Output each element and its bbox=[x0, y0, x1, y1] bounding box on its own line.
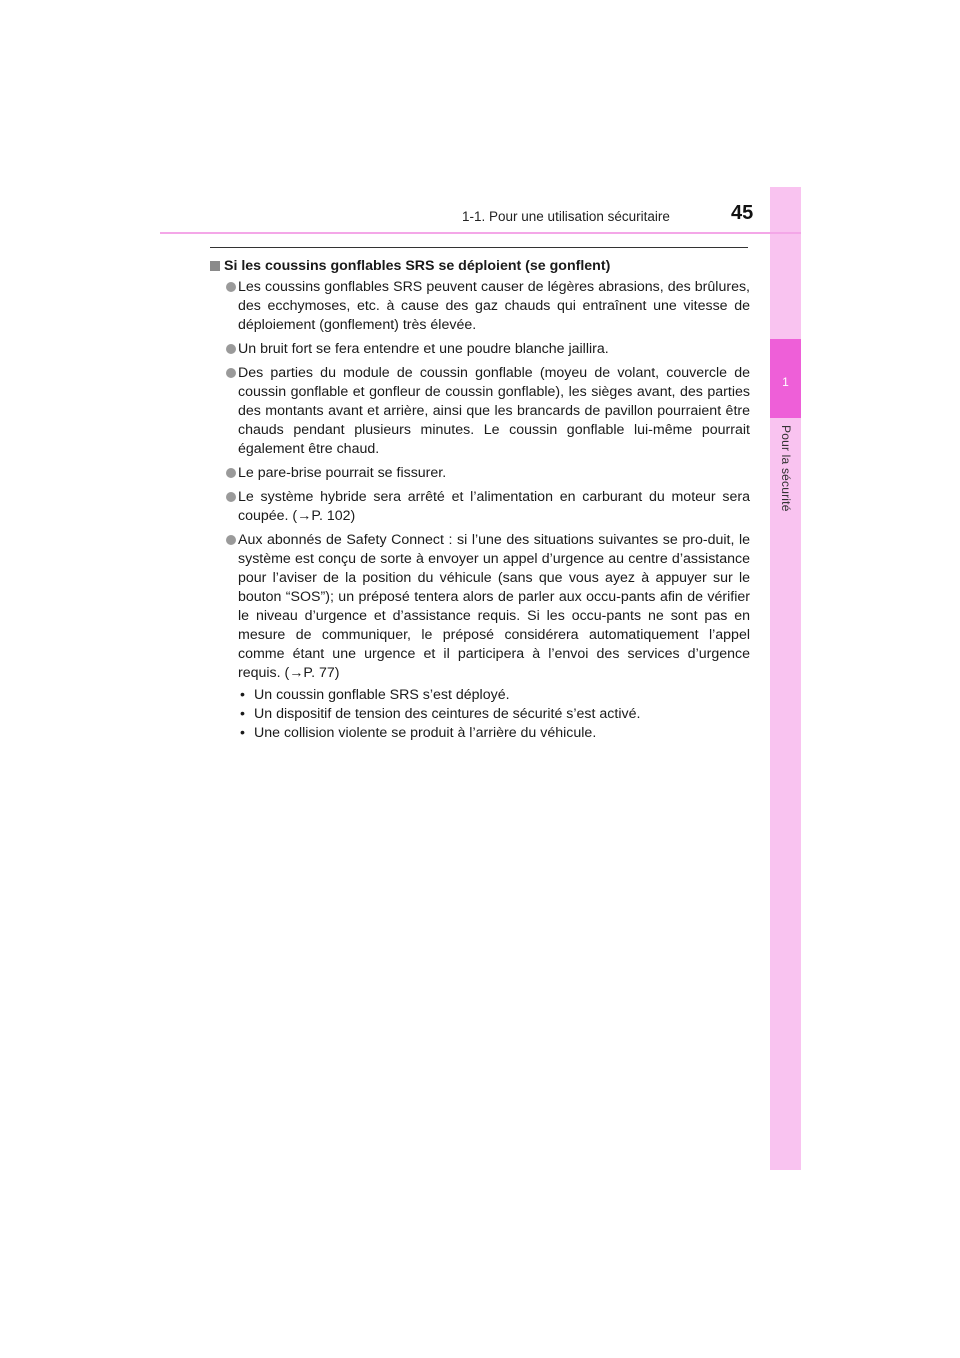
bullet-dot-icon bbox=[226, 344, 236, 354]
bullet-item bbox=[210, 340, 750, 359]
bullet-dot-icon bbox=[226, 282, 236, 292]
bullet-dot-icon bbox=[226, 468, 236, 478]
sub-list-item bbox=[240, 705, 750, 724]
sub-list-item bbox=[240, 724, 750, 743]
bullet-text: Les coussins gonflables SRS peuvent causer de légères abrasions, des brûlures, des ecchymoses, etc. à cause des gaz chauds qui entraînent une vitesse de déploiement (gonflement) très élevée. bbox=[238, 279, 750, 333]
sub-bullet-mark: • bbox=[240, 725, 245, 741]
sub-list-text: Une collision violente se produit à l’arrière du véhicule. bbox=[254, 725, 597, 741]
bullet-item bbox=[210, 278, 750, 335]
sub-list-item bbox=[240, 686, 750, 705]
sub-bullet-mark: • bbox=[240, 687, 245, 703]
page-number: 45 bbox=[731, 202, 754, 224]
header-divider bbox=[160, 232, 801, 234]
bullet-text: Un bruit fort se fera entendre et une poudre blanche jaillira. bbox=[238, 341, 609, 357]
content-divider bbox=[210, 247, 748, 248]
bullet-item bbox=[210, 531, 750, 683]
main-content bbox=[210, 257, 750, 743]
bullet-dot-icon bbox=[226, 492, 236, 502]
sub-list-text: Un dispositif de tension des ceintures de sécurité s’est activé. bbox=[254, 706, 641, 722]
bullet-text: Le pare-brise pourrait se fissurer. bbox=[238, 465, 447, 481]
side-tab bbox=[770, 187, 801, 1170]
bullet-dot-icon bbox=[226, 368, 236, 378]
bullet-item bbox=[210, 364, 750, 459]
bullet-item bbox=[210, 488, 750, 526]
chapter-label: Pour la sécurité bbox=[779, 425, 793, 512]
square-bullet-icon bbox=[210, 261, 220, 271]
bullet-text: Aux abonnés de Safety Connect : si l’une des situations suivantes se pro-duit, le système est conçu de sorte à envoyer un appel d’urgence au centre d’assistance pour l’aviser de la position du véhicule (sans que vous ayez à appuyer sur le bouton “SOS”); un préposé tentera alors de parler aux occu-pants afin de vérifier le niveau d’urgence et d’assistance requis. Si les occu-pants ne sont pas en mesure de communiquer, le préposé considérera automatiquement l’appel comme étant une urgence et il participera à l’envoi des services d’urgence requis. (→P. 77) bbox=[238, 532, 750, 681]
sub-list bbox=[210, 686, 750, 743]
bullet-text: Le système hybride sera arrêté et l’alimentation en carburant du moteur sera coupée. (→P. 102) bbox=[238, 489, 750, 524]
sub-bullet-mark: • bbox=[240, 706, 245, 722]
section-title bbox=[210, 257, 750, 276]
sub-list-text: Un coussin gonflable SRS s’est déployé. bbox=[254, 687, 510, 703]
bullet-dot-icon bbox=[226, 535, 236, 545]
bullet-item bbox=[210, 464, 750, 483]
chapter-number: 1 bbox=[782, 375, 789, 389]
section-header: 1-1. Pour une utilisation sécuritaire bbox=[462, 209, 670, 224]
section-title-text: Si les coussins gonflables SRS se déploient (se gonflent) bbox=[224, 258, 611, 274]
bullet-text: Des parties du module de coussin gonflable (moyeu de volant, couvercle de coussin gonflable et gonfleur de coussin gonflable), les sièges avant, des parties des montants avant et arrière, ainsi que les brancards de pavillon pourraient être chauds pendant plusieurs minutes. Le coussin gonflable lui-même pourrait également être chaud. bbox=[238, 365, 750, 457]
